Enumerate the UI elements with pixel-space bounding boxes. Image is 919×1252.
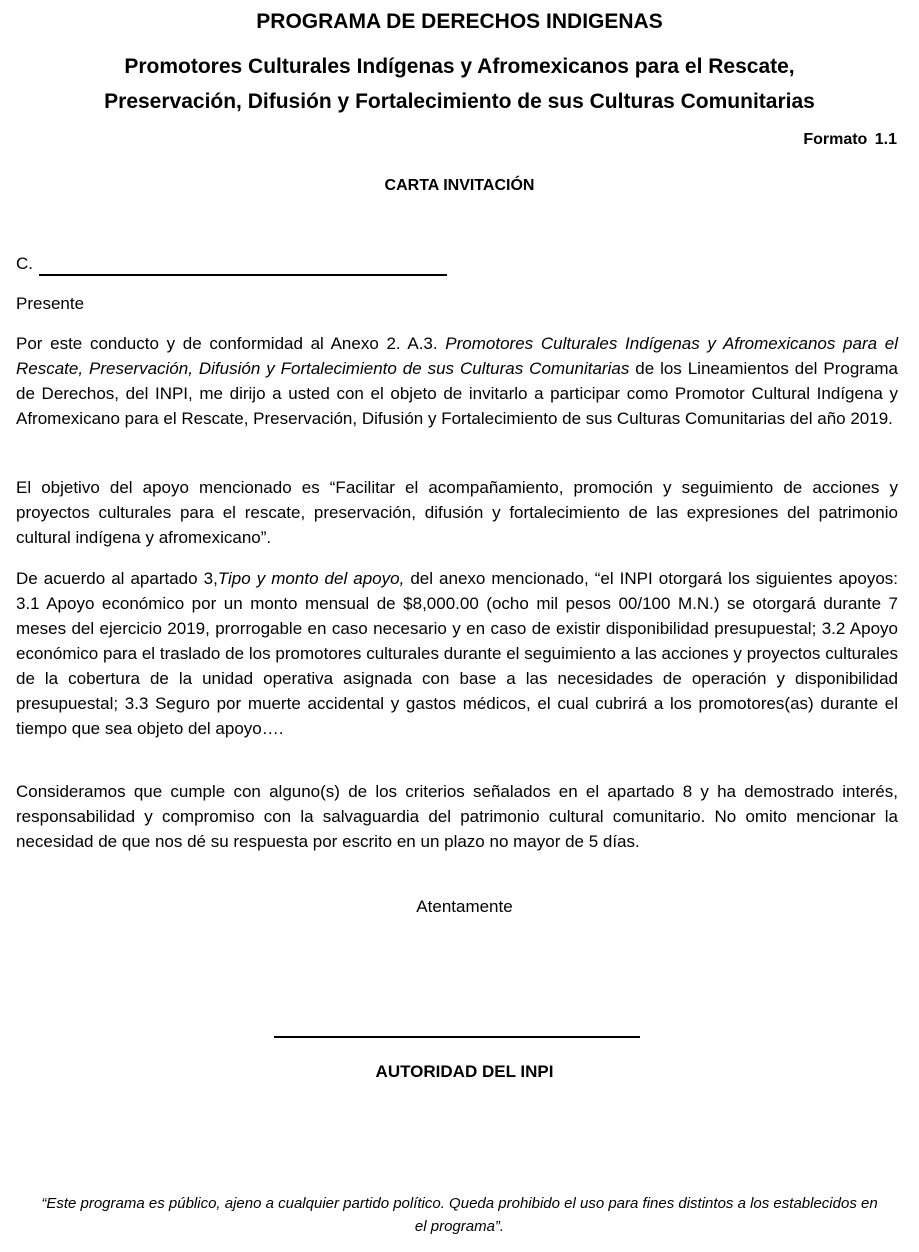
format-label: Formato 1.1: [803, 131, 897, 148]
paragraph-support-italic: Tipo y monto del apoyo,: [217, 569, 405, 588]
paragraph-support-types: [16, 566, 898, 741]
paragraph-objective: El objetivo del apoyo mencionado es “Facilitar el acompañamiento, promoción y seguimiento de acciones y proyectos culturales para el rescate, preservación, difusión y fortalecimiento de las expresiones del patrimonio cultural indígena y afromexicano”.: [16, 478, 898, 547]
closing: Atentamente: [416, 897, 513, 916]
paragraph-support-text: De acuerdo al apartado 3,: [16, 569, 218, 588]
paragraph-support-text-end: del anexo mencionado, “el INPI otorgará los siguientes apoyos: 3.1 Apoyo económico por un monto mensual de $8,000.00 (ocho mil pesos 00/100 M.N.) se otorgará durante 7 meses del ejercicio 2019, prorrogable en caso necesario y en caso de existir disponibilidad presupuestal; 3.2 Apoyo económico para el traslado de los promotores culturales durante el seguimiento a las acciones y proyectos culturales de la cobertura de la unidad operativa asignada con base a las necesidades de operación y disponibilidad presupuestal; 3.3 Seguro por muerte accidental y gastos médicos, el cual cubrirá a los promotores(as) durante el tiempo que sea objeto del apoyo….: [16, 569, 898, 738]
program-title: PROGRAMA DE DERECHOS INDIGENAS: [256, 10, 663, 33]
recipient-line: [16, 252, 447, 276]
paragraph-intro-italic: Promotores Culturales Indígenas y Afromexicanos para el Rescate, Preservación, Difusión y Fortalecimiento de sus Culturas Comunitarias: [16, 334, 898, 378]
signature-line: [274, 1036, 640, 1038]
program-subtitle-line1: Promotores Culturales Indígenas y Afromexicanos para el Rescate,: [124, 55, 795, 78]
footer-disclaimer: “Este programa es público, ajeno a cualquier partido político. Queda prohibido el uso para fines distintos a los establecidos en el programa”.: [41, 1195, 878, 1235]
paragraph-intro: [16, 331, 898, 431]
program-subtitle-line2: Preservación, Difusión y Fortalecimiento de sus Culturas Comunitarias: [104, 90, 815, 113]
paragraph-intro-text-end: de los Lineamientos del Programa de Derechos, del INPI, me dirijo a usted con el objeto de invitarlo a participar como Promotor Cultural Indígena y Afromexicano para el Rescate, Preservación, Difusión y Fortalecimiento de sus Culturas Comunitarias del año 2019.: [16, 359, 899, 428]
paragraph-criteria: Consideramos que cumple con alguno(s) de los criterios señalados en el apartado 8 y ha demostrado interés, responsabilidad y compromiso con la salvaguardia del patrimonio cultural comunitario. No omito mencionar la necesidad de que nos dé su respuesta por escrito en un plazo no mayor de 5 días.: [16, 782, 898, 851]
recipient-prefix: C.: [16, 254, 33, 273]
greeting: Presente: [16, 294, 85, 313]
document-heading: CARTA INVITACIÓN: [384, 177, 535, 194]
recipient-name-field[interactable]: [39, 256, 447, 276]
paragraph-intro-text: Por este conducto y de conformidad al Anexo 2. A.3.: [16, 334, 446, 353]
signature-title: AUTORIDAD DEL INPI: [375, 1062, 554, 1081]
